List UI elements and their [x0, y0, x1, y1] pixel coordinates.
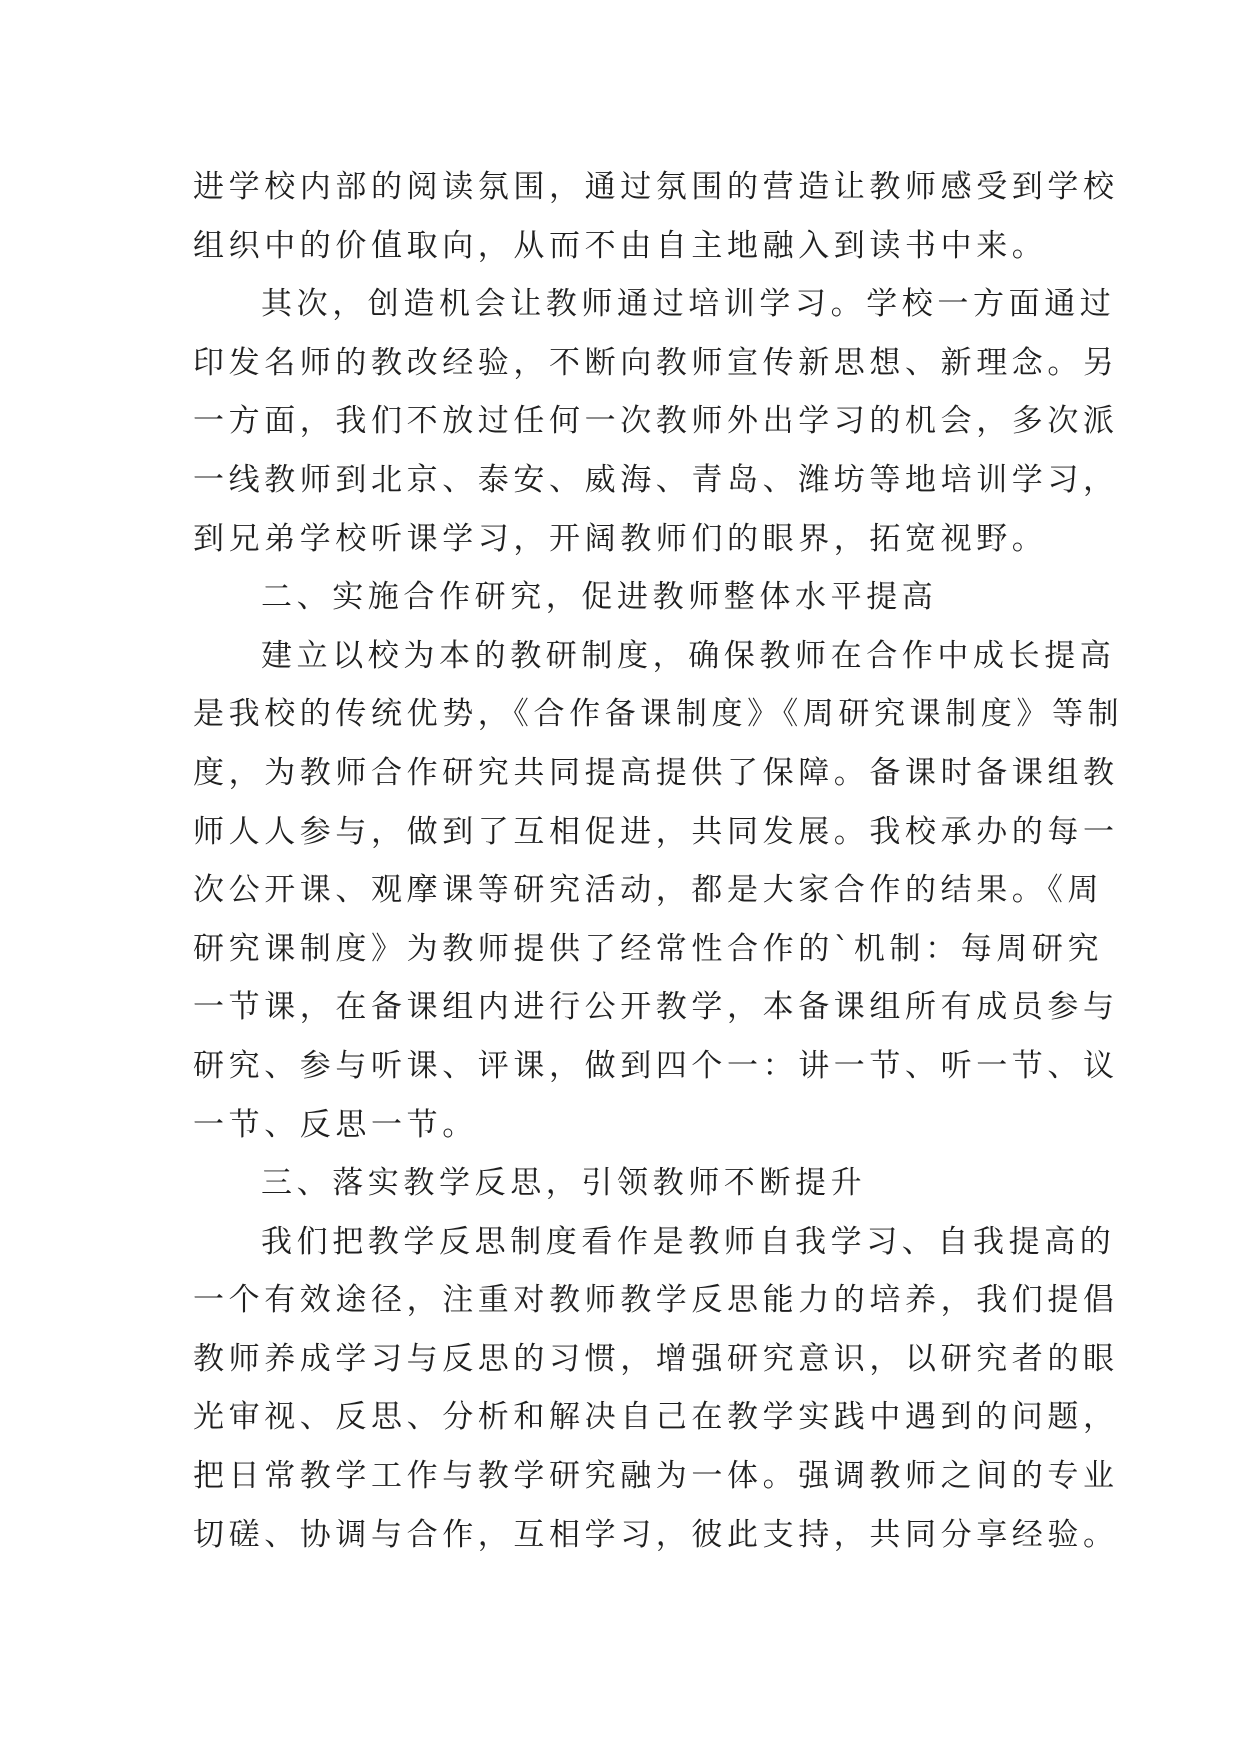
text-line: 一节、反思一节。 — [193, 1106, 478, 1143]
text-line: 印发名师的教改经验，不断向教师宣传新思想、新理念。另 — [193, 344, 1119, 381]
text-line: 到兄弟学校听课学习，开阔教师们的眼界，拓宽视野。 — [193, 520, 1048, 557]
text-line: 切磋、协调与合作，互相学习，彼此支持，共同分享经验。 — [193, 1516, 1119, 1553]
text-line: 研究、参与听课、评课，做到四个一：讲一节、听一节、议 — [193, 1047, 1119, 1084]
text-line: 是我校的传统优势，《合作备课制度》《周研究课制度》等制 — [193, 696, 1124, 733]
paragraph-first-line: 建立以校为本的教研制度，确保教师在合作中成长提高 — [261, 637, 1116, 674]
text-line: 教师养成学习与反思的习惯，增强研究意识，以研究者的眼 — [193, 1340, 1119, 1377]
section-heading: 二、实施合作研究，促进教师整体水平提高 — [261, 579, 938, 616]
text-line: 研究课制度》为教师提供了经常性合作的`机制：每周研究 — [193, 930, 1104, 967]
text-line: 度，为教师合作研究共同提高提供了保障。备课时备课组教 — [193, 754, 1119, 791]
text-line: 一线教师到北京、泰安、威海、青岛、潍坊等地培训学习， — [193, 461, 1119, 498]
text-line: 光审视、反思、分析和解决自己在教学实践中遇到的问题， — [193, 1399, 1119, 1436]
text-line: 组织中的价值取向，从而不由自主地融入到读书中来。 — [193, 227, 1048, 264]
section-heading: 三、落实教学反思，引领教师不断提升 — [261, 1165, 867, 1202]
text-line: 师人人参与，做到了互相促进，共同发展。我校承办的每一 — [193, 813, 1119, 850]
text-line: 一方面，我们不放过任何一次教师外出学习的机会，多次派 — [193, 403, 1119, 440]
text-line: 一节课，在备课组内进行公开教学，本备课组所有成员参与 — [193, 989, 1119, 1026]
text-line: 进学校内部的阅读氛围，通过氛围的营造让教师感受到学校 — [193, 169, 1119, 205]
document-body — [193, 158, 1124, 1564]
text-line: 次公开课、观摩课等研究活动，都是大家合作的结果。《周 — [193, 872, 1104, 909]
paragraph-first-line: 其次，创造机会让教师通过培训学习。学校一方面通过 — [261, 286, 1116, 323]
text-line: 把日常教学工作与教学研究融为一体。强调教师之间的专业 — [193, 1458, 1119, 1495]
text-line: 一个有效途径，注重对教师教学反思能力的培养，我们提倡 — [193, 1282, 1119, 1319]
paragraph-first-line: 我们把教学反思制度看作是教师自我学习、自我提高的 — [261, 1223, 1116, 1260]
